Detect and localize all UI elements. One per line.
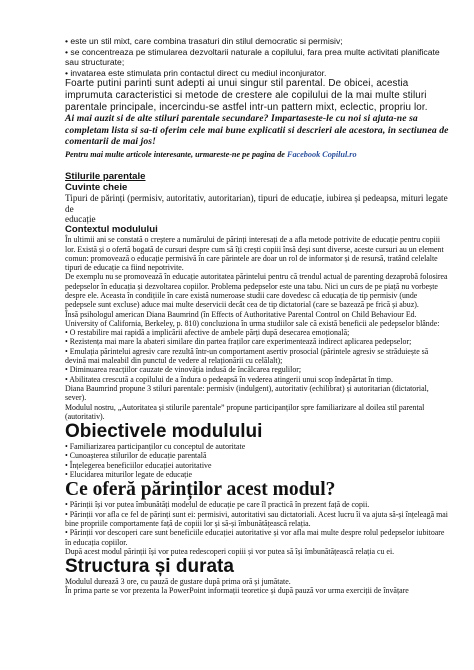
list-item: • se concentreaza pe stimularea dezvoltarii naturale a copilului, fara prea multe activitati planificate sau structurate; xyxy=(65,46,440,68)
context-paragraph: Însă psihologul american Diana Baumrind (în Effects of Authoritative Parental Control on Child Behaviour Ed. University of California, Berkeley, p. 810) concluziona în urma studiilor sale că există beneficii ale pedepselor blânde: xyxy=(65,309,440,328)
list-item: • Emulația părintelui agresiv care rezultă într-un comportament asertiv prosocial (părintele agresiv se străduiește să devină mai maleabil din punctul de vedere al relaționării cu celălalt); xyxy=(65,346,429,366)
list-item: • Părinții vor descoperi care sunt beneficiile educației autoritative și vor afla mai multe despre rolul pedepselor iubitoare în educația copiilor. xyxy=(65,528,445,547)
structure-line: În prima parte se vor prezenta la PowerPoint informații teoretice și după pauză vor urma exerciții de învățare xyxy=(65,586,409,596)
keywords-heading: Cuvinte cheie xyxy=(65,181,128,193)
list-item: • Părinții își vor putea îmbunătăți modelul de educație pe care îl practică în prezent față de copii. xyxy=(65,500,370,510)
intro-paragraph: Foarte putini parinti sunt adepti ai unui singur stil parental. De obicei, acestia imprumuta caracteristici si metode de crestere ale copilului de la mai multe stiluri parentale principale, incercindu-se astfel intr-un pattern mixt, eclectic, propriu lor. xyxy=(65,78,428,113)
list-item: • Părinții vor afla ce fel de părinți sunt ei: permisivi, autoritativi sau dictatoriali. Acest lucru îi va ajuta să-și înțeleagă mai bine propriile comportamente față de copiii lor și să-și îmbunătățească relația. xyxy=(65,509,448,528)
facebook-link[interactable]: Facebook Copilul.ro xyxy=(286,149,357,159)
structure-line: Modulul durează 3 ore, cu pauză de gustare după prima oră și jumătate. xyxy=(65,577,291,587)
offer-heading: Ce oferă părinților acest modul? xyxy=(65,479,336,501)
offer-closing: După acest modul părinții își vor putea redescoperi copiii și vor putea să își îmbunătățească relația cu ei. xyxy=(65,546,395,556)
list-item: • invatarea este stimulata prin contactul direct cu mediul inconjurator. xyxy=(65,67,327,78)
list-item: • Înțelegerea beneficiilor educației autoritative xyxy=(65,460,212,470)
more-articles-text: Pentru mai multe articole interesante, urmareste-ne pe pagina de xyxy=(65,149,287,159)
list-item: • Familiarizarea participanților cu conceptul de autoritate xyxy=(65,442,246,452)
intro-question: Ai mai auzit si de alte stiluri parentale secundare? Impartaseste-le cu noi si ajuta-ne sa completam lista si sa-ti oferim cele mai bune explicatii si descrieri ale acestora, in sectiunea de comentarii de mai jos! xyxy=(65,113,449,148)
list-item: • Elucidarea miturilor legate de educație xyxy=(65,470,192,480)
body-paragraph: Modulul nostru, „Autoritatea și stilurile parentale” propune participanților spre familiarizare al doilea stil parental (autoritativ). xyxy=(65,402,425,421)
keywords-line: educație xyxy=(65,214,96,225)
offer-list xyxy=(65,500,449,546)
structure-heading: Structura și durata xyxy=(65,556,234,578)
context-heading: Contextul modulului xyxy=(65,223,158,235)
list-item: • Abilitatea crescută a copilului de a îndura o pedeapsă în vederea atingerii unui scop îndepărtat în timp. xyxy=(65,374,393,384)
keywords-line: Tipuri de părinți (permisiv, autoritativ, autoritarian), tipuri de educație, iubirea și pedeapsa, mituri legate de xyxy=(65,193,448,214)
body-paragraph: Diana Baumrind propune 3 stiluri parentale: permisiv (indulgent), autoritativ (echilibrat) și autoritarian (dictatorial, sever). xyxy=(65,383,429,403)
list-item: • este un stil mixt, care combina trasaturi din stilul democratic si permisiv; xyxy=(65,36,343,46)
list-item: • Rezistența mai mare la abateri similare din partea fraților care experimentează indirect aplicarea pedepselor; xyxy=(65,337,412,347)
list-item: • Diminuarea reacțiilor cauzate de vinovăția indusă de încălcarea regulilor; xyxy=(65,365,302,375)
context-paragraph: În ultimii ani se constată o creștere a numărului de părinți interesați de a afla metode potrivite de educație pentru copiii lor. Există și o ofertă bogată de cursuri despre cum să îți crești copiii însă deși sunt diverse, aceste cursuri au un element comun: promovează o educație permisivă în care părintele are doar un rol de informator și de resursă, tratând celelalte tipuri de educație ca fiind nepotrivite. xyxy=(65,235,444,273)
more-articles-note xyxy=(65,149,449,160)
list-item: • Cunoașterea stilurilor de educație parentală xyxy=(65,451,207,461)
objectives-list xyxy=(65,442,449,479)
intro-bullet-list xyxy=(65,36,449,78)
section-heading-stilurile: Stilurile parentale xyxy=(65,170,146,182)
context-paragraph: De exemplu nu se promovează în educație autoritatea părintelui pentru că trendul actual de parenting dezaprobă folosirea pedepselor în educația și dezvoltarea copiilor. Problema pedepselor este una tabu. Nici un curs de pe piață nu vorbește despre ele. Aceasta în condițiile în care există numeroase studii care dovedesc că educația de tip permisiv (unde pedepsele sunt excluse) aduce mai multe deservicii decât cea de tip dictatorial (care se bazează pe frică și abuz). xyxy=(65,272,448,310)
objectives-heading: Obiectivele modulului xyxy=(65,421,263,443)
document-page xyxy=(65,36,449,596)
benefits-list xyxy=(65,328,449,384)
list-item: • O restabilire mai rapidă a implicării afective de ambele părți după desecarea emoțională; xyxy=(65,328,350,338)
